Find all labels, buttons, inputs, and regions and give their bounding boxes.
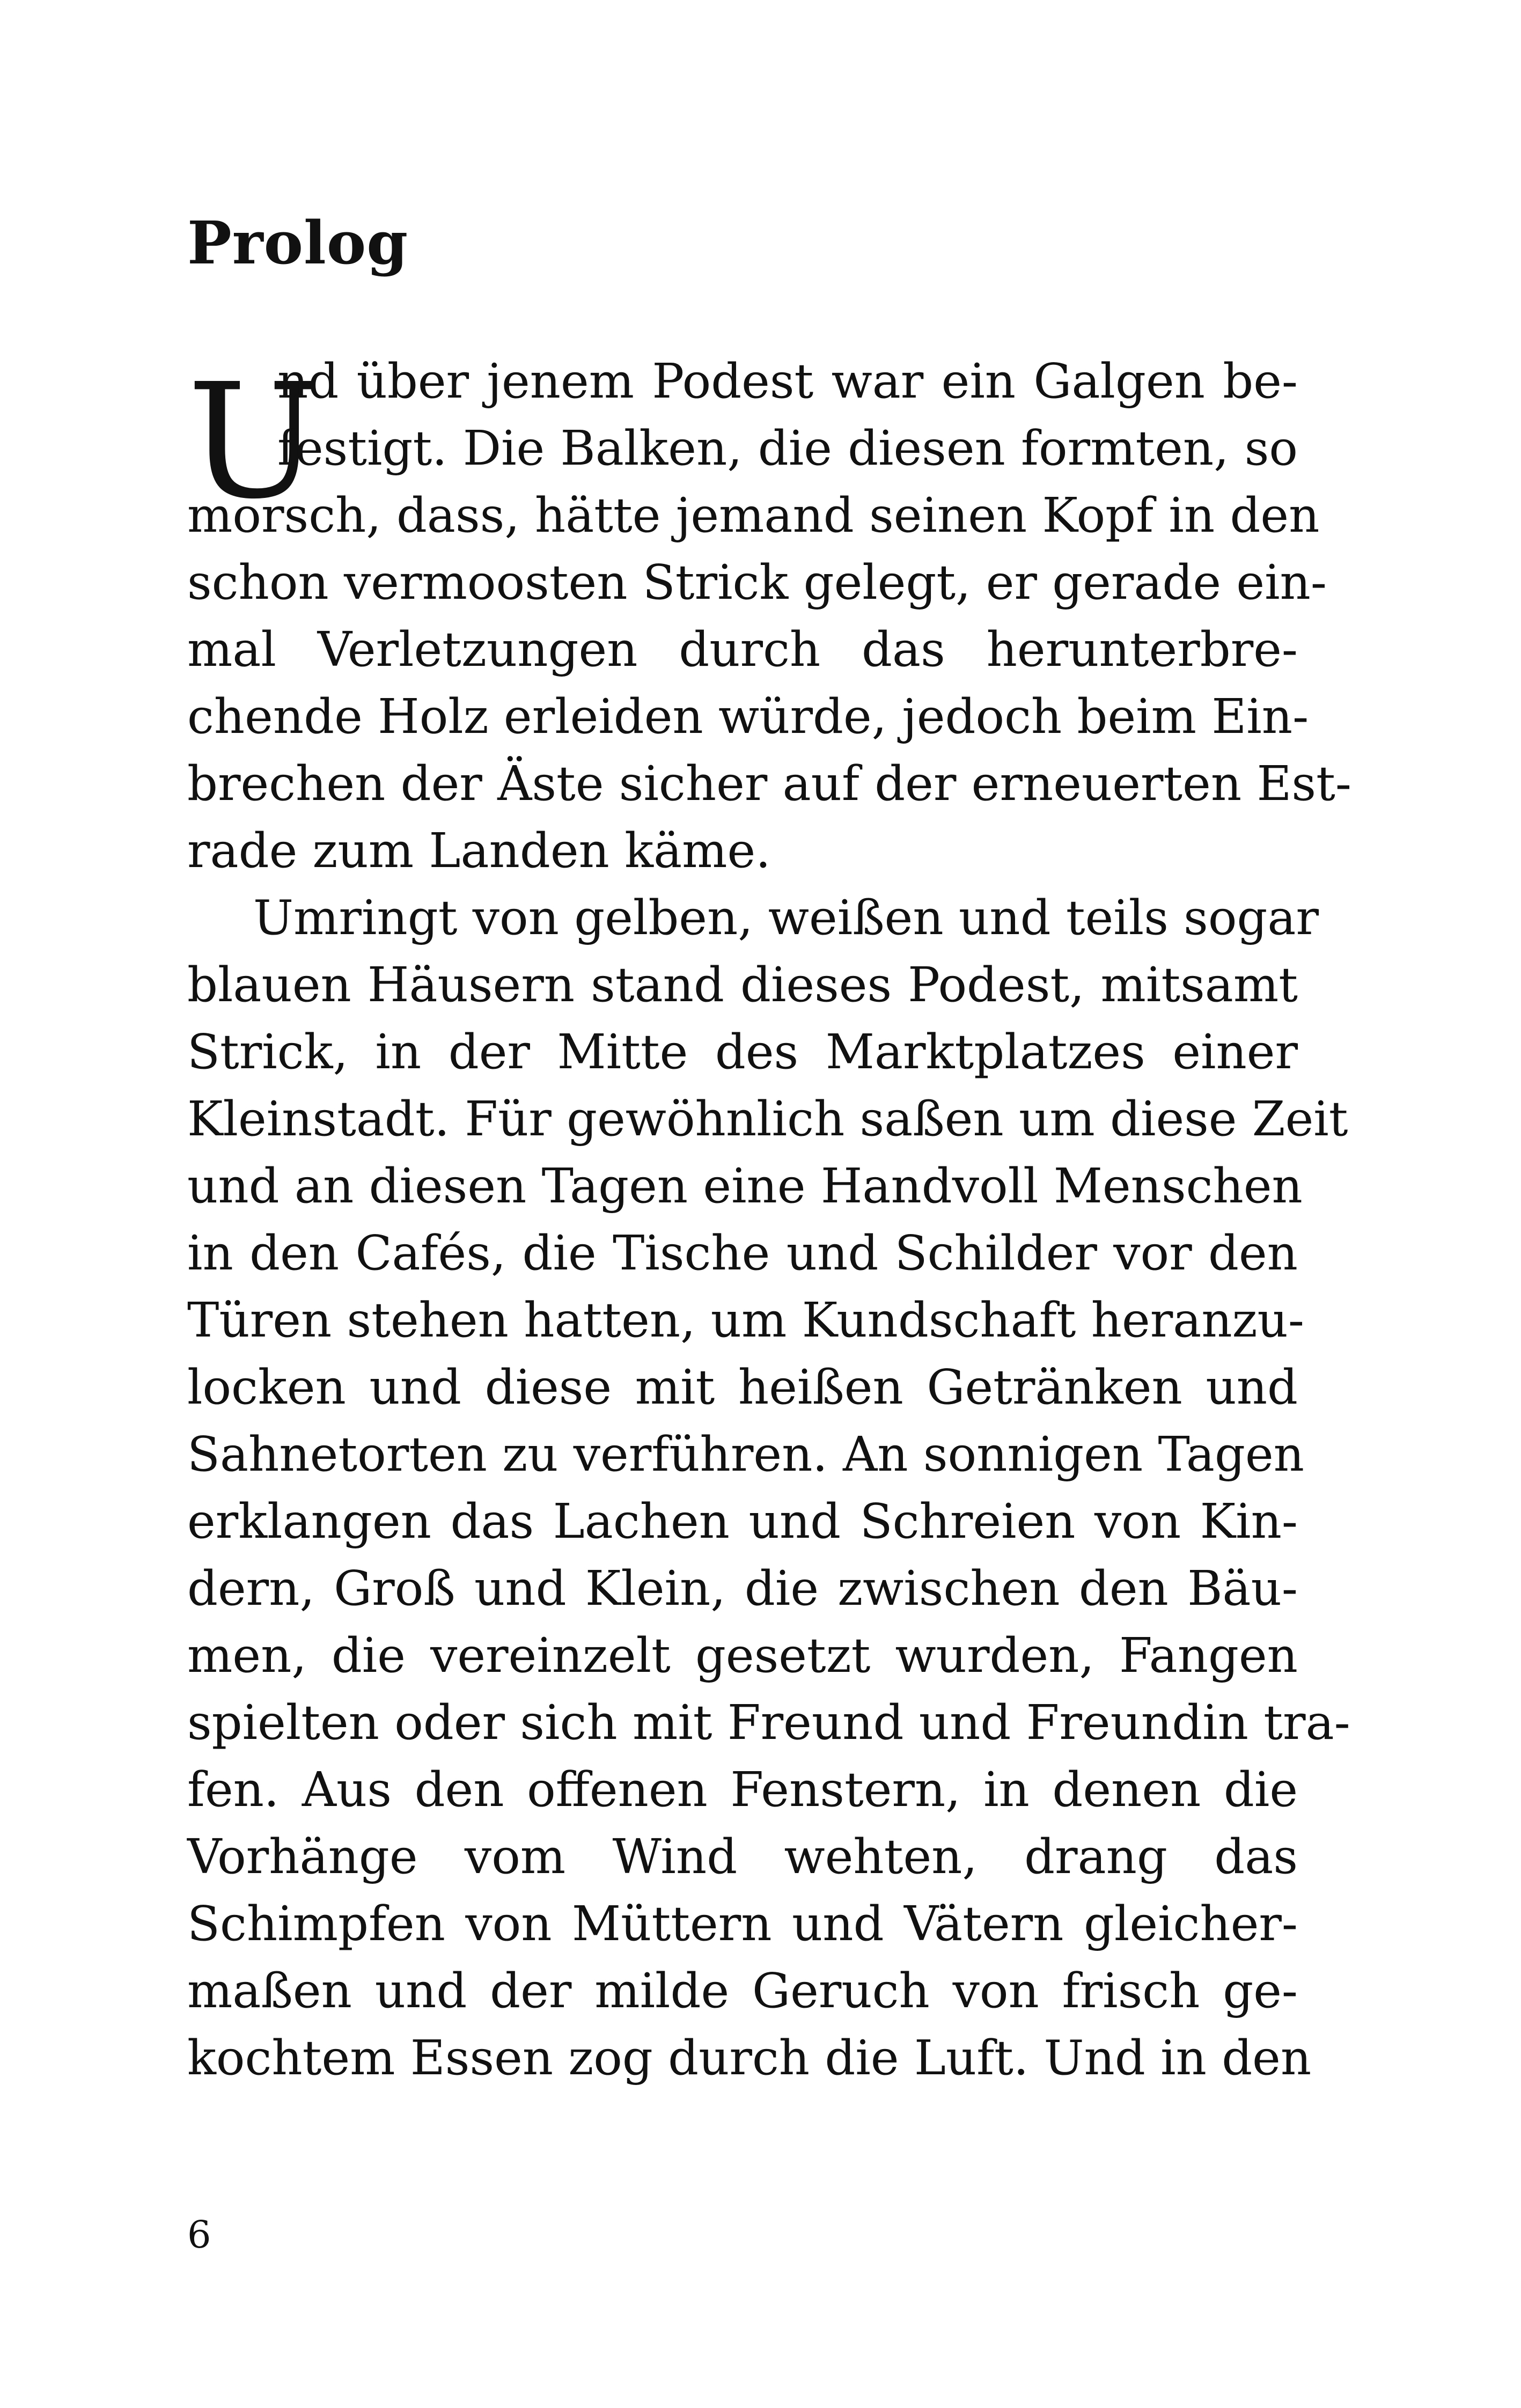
text-line: erklangen das Lachen und Schreien von Kin- — [187, 1493, 1298, 1549]
drop-cap: U — [187, 349, 321, 534]
text-line: men, die vereinzelt gesetzt wurden, Fangen — [187, 1627, 1298, 1683]
text-line: spielten oder sich mit Freund und Freundin tra- — [187, 1694, 1350, 1750]
text-line: dern, Groß und Klein, die zwischen den Bäu- — [187, 1560, 1298, 1616]
page-number: 6 — [187, 2213, 211, 2257]
text-line: mal Verletzungen durch das herunterbre- — [187, 621, 1298, 677]
text-line: locken und diese mit heißen Getränken und — [187, 1359, 1298, 1415]
text-line: nd über jenem Podest war ein Galgen be- — [277, 353, 1298, 409]
text-line: Kleinstadt. Für gewöhnlich saßen um diese Zeit — [187, 1091, 1348, 1147]
text-line: festigt. Die Balken, die diesen formten, so — [277, 420, 1298, 476]
text-line: Sahnetorten zu verführen. An sonnigen Tagen — [187, 1426, 1304, 1482]
text-line: Strick, in der Mitte des Marktplatzes einer — [187, 1024, 1298, 1080]
text-line: Umringt von gelben, weißen und teils sogar — [253, 890, 1319, 945]
text-line: brechen der Äste sicher auf der erneuerten Est- — [187, 755, 1351, 811]
text-line: maßen und der milde Geruch von frisch ge- — [187, 1963, 1298, 2018]
text-line: morsch, dass, hätte jemand seinen Kopf in den — [187, 487, 1320, 543]
chapter-title: Prolog — [187, 208, 409, 277]
text-line: schon vermoosten Strick gelegt, er gerade ein- — [187, 554, 1327, 610]
text-line: rade zum Landen käme. — [187, 823, 771, 878]
text-line: fen. Aus den offenen Fenstern, in denen die — [187, 1761, 1298, 1817]
text-line: chende Holz erleiden würde, jedoch beim Ein- — [187, 688, 1309, 744]
text-line: blauen Häusern stand dieses Podest, mitsamt — [187, 957, 1298, 1012]
text-line: und an diesen Tagen eine Handvoll Menschen — [187, 1158, 1303, 1214]
text-line: Türen stehen hatten, um Kundschaft heranzu- — [187, 1292, 1304, 1348]
text-line: kochtem Essen zog durch die Luft. Und in den — [187, 2030, 1312, 2086]
text-line: Schimpfen von Müttern und Vätern gleicher- — [187, 1896, 1298, 1951]
body-text — [187, 348, 1351, 2091]
text-line: in den Cafés, die Tische und Schilder vor den — [187, 1225, 1298, 1281]
text-line: Vorhänge vom Wind wehten, drang das — [187, 1829, 1298, 1884]
